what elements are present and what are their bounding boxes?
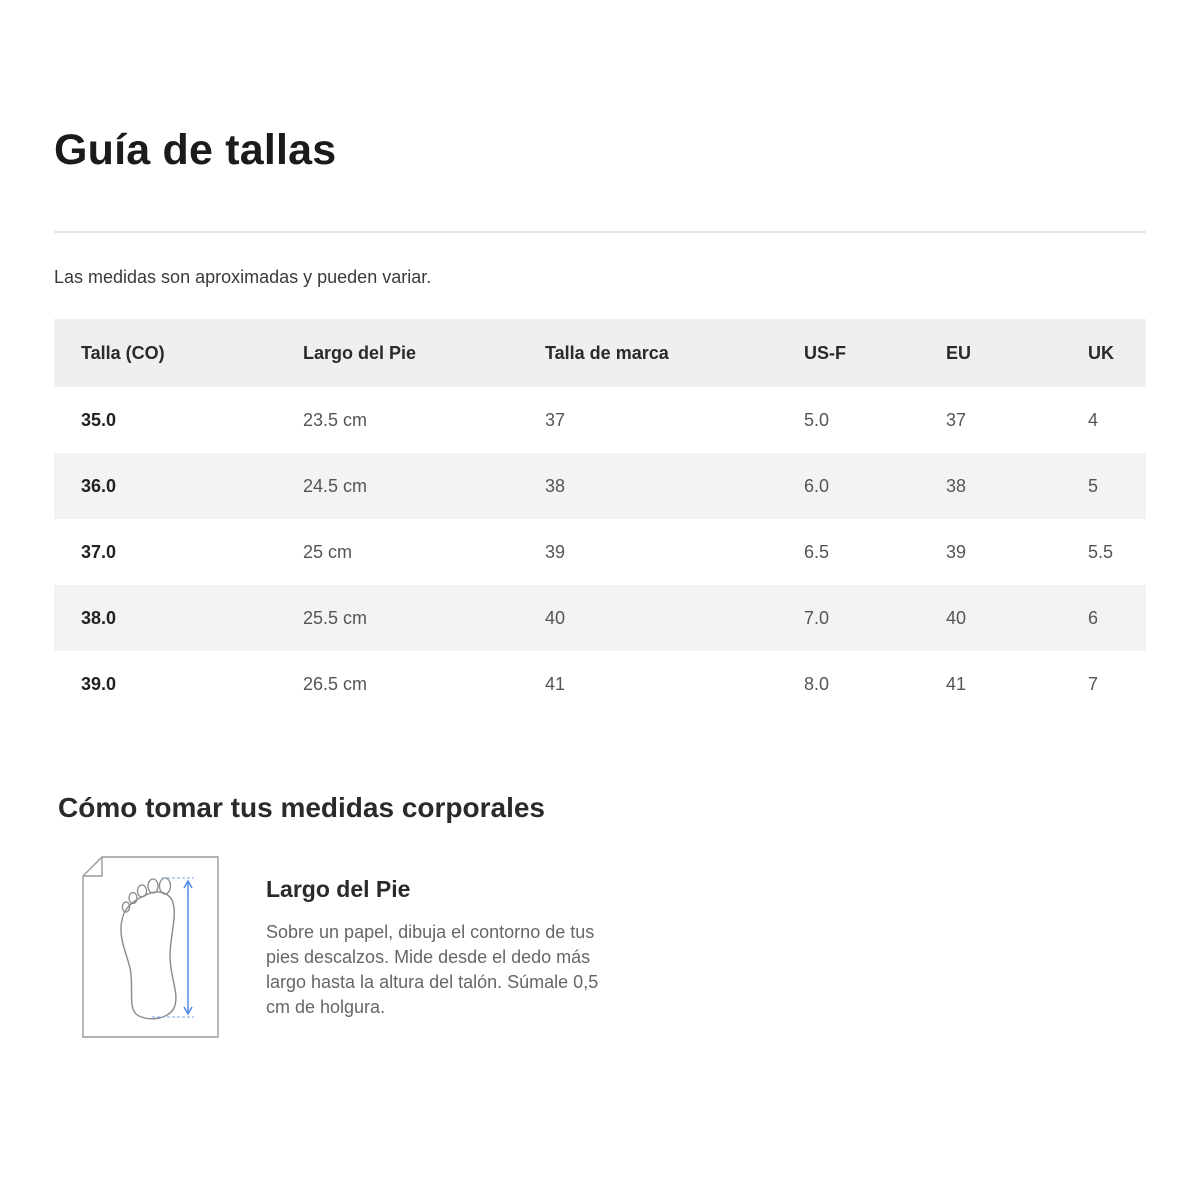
foot-outline-icon (82, 856, 222, 1040)
table-row (54, 519, 1146, 585)
table-row (54, 387, 1146, 453)
header-talla-marca: Talla de marca (545, 319, 804, 387)
table-row (54, 651, 1146, 717)
table-row (54, 585, 1146, 651)
page-title: Guía de tallas (54, 126, 337, 174)
cell-talla-co: 35.0 (81, 409, 117, 430)
cell-us-f: 5.0 (804, 409, 830, 430)
cell-us-f: 6.0 (804, 453, 946, 519)
cell-us-f: 7.0 (804, 585, 946, 651)
cell-largo-pie: 26.5 cm (303, 673, 368, 694)
cell-largo-pie: 25.5 cm (303, 585, 545, 651)
cell-largo-pie: 24.5 cm (303, 453, 545, 519)
cell-talla-marca: 37 (545, 409, 566, 430)
table-header-row (54, 319, 1146, 387)
cell-uk: 5 (1088, 453, 1146, 519)
cell-eu: 40 (946, 585, 1088, 651)
cell-eu: 38 (946, 453, 1088, 519)
instruction-title: Largo del Pie (266, 876, 411, 902)
size-table (54, 319, 1146, 717)
cell-uk: 4 (1088, 409, 1099, 430)
header-talla-co: Talla (CO) (54, 319, 303, 387)
cell-talla-co: 38.0 (54, 585, 303, 651)
header-us-f: US-F (804, 319, 946, 387)
instruction-text: Sobre un papel, dibuja el contorno de tus pies descalzos. Mide desde el dedo más largo hasta la altura del talón. Súmale 0,5 cm de holgura. (266, 922, 599, 1017)
header-largo-pie: Largo del Pie (303, 319, 545, 387)
measurements-title: Cómo tomar tus medidas corporales (58, 792, 546, 823)
page-subtitle: Las medidas son aproximadas y pueden variar. (54, 267, 432, 287)
header-eu: EU (946, 319, 1088, 387)
cell-eu: 41 (946, 673, 967, 694)
cell-talla-marca: 40 (545, 585, 804, 651)
cell-talla-co: 37.0 (81, 541, 117, 562)
title-divider (54, 231, 1146, 233)
cell-us-f: 8.0 (804, 673, 830, 694)
cell-eu: 37 (946, 409, 967, 430)
cell-talla-marca: 38 (545, 453, 804, 519)
cell-uk: 5.5 (1088, 541, 1114, 562)
cell-talla-co: 39.0 (81, 673, 117, 694)
cell-eu: 39 (946, 541, 967, 562)
cell-largo-pie: 23.5 cm (303, 409, 368, 430)
cell-largo-pie: 25 cm (303, 541, 353, 562)
cell-us-f: 6.5 (804, 541, 830, 562)
header-uk: UK (1088, 319, 1146, 387)
cell-uk: 7 (1088, 673, 1099, 694)
cell-uk: 6 (1088, 585, 1146, 651)
cell-talla-co: 36.0 (54, 453, 303, 519)
cell-talla-marca: 39 (545, 541, 566, 562)
table-row (54, 453, 1146, 519)
cell-talla-marca: 41 (545, 673, 566, 694)
